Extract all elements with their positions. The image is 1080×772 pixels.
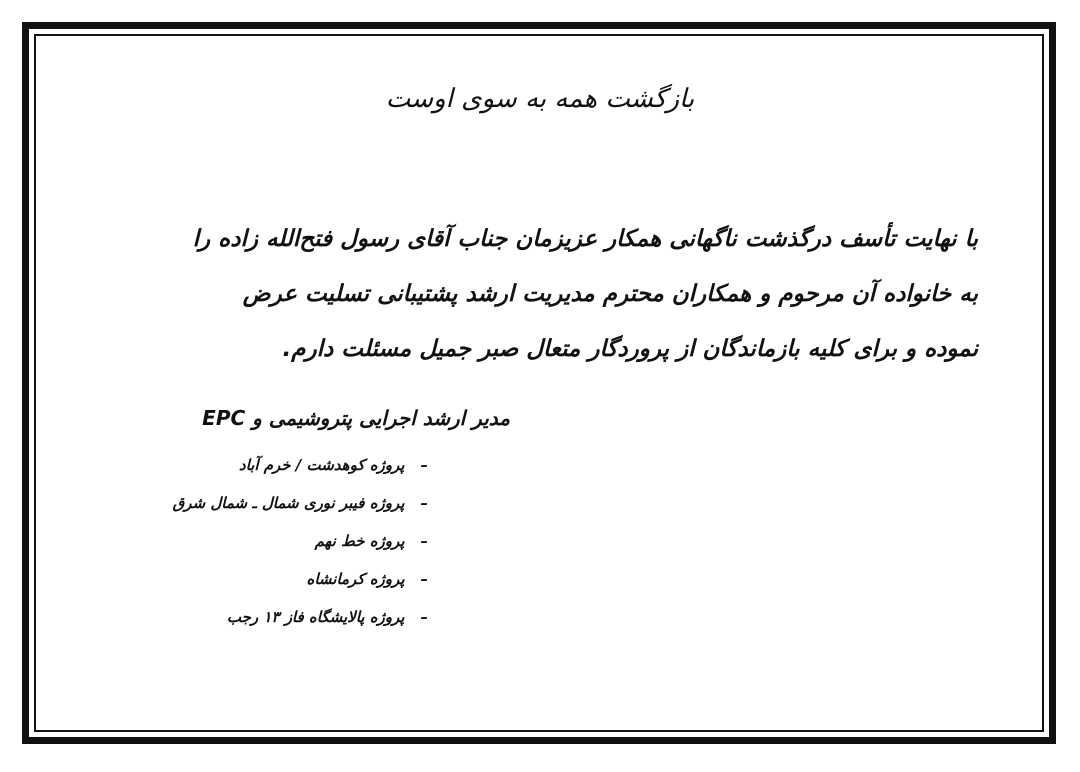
project-item xyxy=(173,526,428,564)
project-item xyxy=(173,602,428,640)
project-label: پروژه کرمانشاه xyxy=(306,570,405,588)
dash-bullet: – xyxy=(420,608,428,626)
body-line: به خانواده آن مرحوم و همکاران محترم مدیریت ارشد پشتیبانی تسلیت عرض xyxy=(242,281,978,307)
project-label: پروژه کوهدشت / خرم آباد xyxy=(238,456,405,474)
project-item xyxy=(173,488,428,526)
dash-bullet: – xyxy=(420,570,428,588)
dash-bullet: – xyxy=(420,532,428,550)
dash-bullet: – xyxy=(420,456,428,474)
project-list xyxy=(173,450,428,640)
project-label: پروژه پالایشگاه فاز ۱۳ رجب xyxy=(226,608,405,626)
signature-title: مدیر ارشد اجرایی پتروشیمی و EPC xyxy=(202,406,510,430)
project-label: پروژه خط نهم xyxy=(314,532,405,550)
dash-bullet: – xyxy=(420,494,428,512)
project-item xyxy=(173,564,428,602)
body-line: با نهایت تأسف درگذشت ناگهانی همکار عزیزمان جناب آقای رسول فتح‌الله زاده را xyxy=(192,226,978,252)
body-line: نموده و برای کلیه بازماندگان از پروردگار متعال صبر جمیل مسئلت دارم. xyxy=(282,336,978,362)
project-item xyxy=(173,450,428,488)
letter-body xyxy=(88,212,978,377)
letter-heading: بازگشت همه به سوی اوست xyxy=(385,84,695,114)
project-label: پروژه فیبر نوری شمال ـ شمال شرق xyxy=(172,494,405,512)
